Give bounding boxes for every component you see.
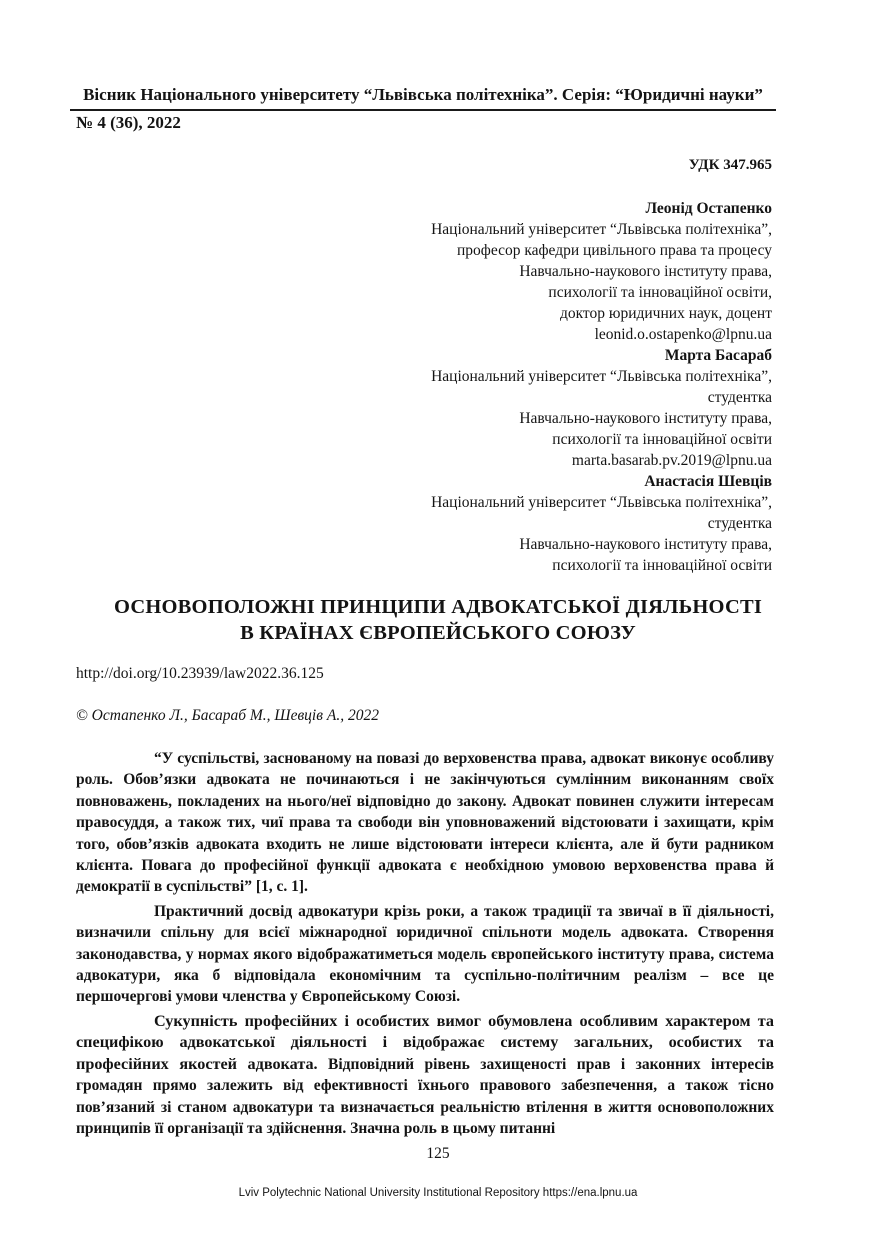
author-3 [272,471,772,576]
author-email[interactable]: leonid.o.ostapenko@lpnu.ua [594,326,772,343]
author-name: Леонід Остапенко [645,200,772,217]
affiliation-line: студентка [707,389,772,406]
issue-number: № 4 (36), 2022 [76,113,181,132]
paragraph-quote: “У суспільстві, заснованому на повазі до верховенства права, адвокат виконує особливу роль. Обов’язки адвоката не починаються і не закінчуються сумлінним виконанням своїх повноважень, покладених на нього/неї відповідно до закону. Адвокат повинен служити інтересам правосуддя, а також тих, чиї права та свободи він уповноважений відстоювати і захищати, крім того, обов’язків адвоката входить не лише відстоювати інтереси клієнта, але й бути радником клієнта. Повага до професійної функції адвоката є необхідною умовою верховенства права й демократії в суспільстві” [1, с. 1]. [76,750,774,896]
paragraph-text: Відповідний рівень захищеності прав і законних інтересів громадян прямо залежить від ефективності їхнього правового забезпечення, а також тісно пов’язаний зі станом адвокатури та визначається реальністю втілення в життя основоположних принципів її організації та здійснення. Значна роль в цьому питанні [76,1055,774,1137]
paragraph: Практичний досвід адвокатури крізь роки, а також традиції та звичаї в її діяльності, визначили спільну для всієї міжнародної юридичної спільноти модель адвоката. Створення законодавства, у нормах якого відображатиметься модель європейського інституту права, система адвокатури, яка б відповідала економічним та суспільно-політичним реалізм – все це першочергові умови членства у Європейському Союзі. [76,902,774,1006]
doi-link[interactable]: http://doi.org/10.23939/law2022.36.125 [76,665,324,682]
author-block [272,198,772,576]
title-line-2: В КРАЇНАХ ЄВРОПЕЙСЬКОГО СОЮЗУ [240,622,636,644]
affiliation-line: Навчально-наукового інституту права, [519,263,772,280]
article-title [70,594,806,646]
udk-code: УДК 347.965 [688,157,772,173]
author-2 [272,345,772,471]
affiliation-line: Національний університет “Львівська політехніка”, [431,221,772,238]
affiliation-line: професор кафедри цивільного права та процесу [456,242,772,259]
author-email[interactable]: marta.basarab.pv.2019@lpnu.ua [571,452,772,469]
journal-title: Вісник Національного університету “Львівська політехніка”. Серія: “Юридичні науки” [83,85,763,104]
affiliation-line: психології та інноваційної освіти, [548,284,772,301]
author-1 [272,198,772,345]
header-rule [70,109,776,111]
affiliation-line: Національний університет “Львівська політехніка”, [431,494,772,511]
article-body [76,748,774,1142]
copyright: © Остапенко Л., Басараб М., Шевців А., 2022 [76,707,379,724]
affiliation-line: Навчально-наукового інституту права, [519,410,772,427]
affiliation-line: студентка [707,515,772,532]
highlighted-text: Сукупність професійних і особистих вимог обумовлена особливим характером та специфікою адвокатської діяльності і відображає систему загальних, особистих та професійних якостей адвоката. [76,1011,774,1073]
affiliation-line: доктор юридичних наук, доцент [559,305,772,322]
affiliation-line: Національний університет “Львівська політехніка”, [431,368,772,385]
title-line-1: ОСНОВОПОЛОЖНІ ПРИНЦИПИ АДВОКАТСЬКОЇ ДІЯЛЬНОСТІ [113,596,762,618]
affiliation-line: психології та інноваційної освіти [552,431,772,448]
page-number: 125 [426,1145,450,1162]
author-name: Анастасія Шевців [644,473,772,490]
affiliation-line: Навчально-наукового інституту права, [519,536,772,553]
author-name: Марта Басараб [664,347,772,364]
affiliation-line: психології та інноваційної освіти [552,557,772,574]
paragraph [76,1011,774,1139]
repository-footer: Lviv Polytechnic National University Institutional Repository https://ena.lpnu.ua [238,1187,638,1199]
